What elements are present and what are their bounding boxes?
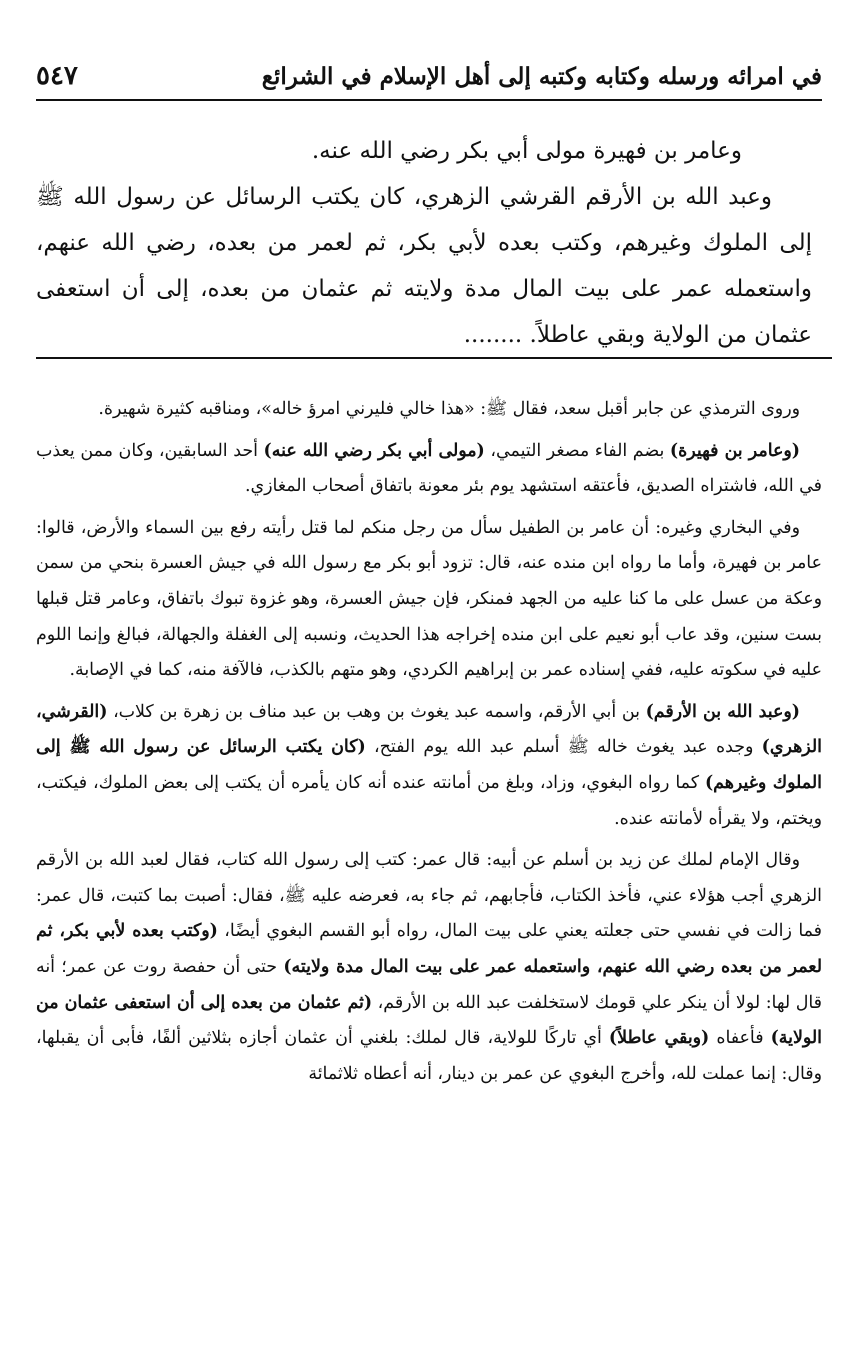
quoted-phrase: (مولى أبي بكر رضي الله عنه) bbox=[263, 440, 485, 461]
commentary-text: بضم الفاء مصغر التيمي، bbox=[484, 440, 670, 461]
main-paragraph-2: وعبد الله بن الأرقم القرشي الزهري، كان يكتب الرسائل عن رسول الله ﷺ إلى الملوك وغيرهم، وكتب بعده لأبي بكر، ثم لعمر من بعده، رضي الله عنهم، واستعمله عمر على بيت المال مدة ولايته ثم عثمان من بعده، إلى أن استعفى عثمان من الولاية وبقي عاطلاً. ........ bbox=[36, 184, 812, 348]
commentary bbox=[36, 392, 822, 1098]
commentary-text: كما رواه البغوي، وزاد، وبلغ من أمانته عنده أنه كان يأمره أن يكتب إلى بعض الملوك، فيكتب، ويختم، ولا يقرأه لأمانته عنده. bbox=[36, 772, 822, 829]
main-paragraph-1: وعامر بن فهيرة مولى أبي بكر رضي الله عنه. bbox=[311, 138, 742, 164]
quoted-phrase: (كان يكتب الرسائل عن رسول الله ﷺ إلى الملوك وغيرهم) bbox=[36, 737, 822, 793]
quoted-phrase: (وعبد الله بن الأرقم) bbox=[645, 701, 800, 722]
commentary-paragraph-4 bbox=[36, 695, 822, 837]
commentary-text: فأعفاه bbox=[709, 1028, 771, 1049]
quoted-phrase: (القرشي، الزهري) bbox=[36, 701, 822, 758]
commentary-paragraph-1: وروى الترمذي عن جابر أقبل سعد، فقال ﷺ: «هذا خالي فليرني امرؤ خاله»، ومناقبه كثيرة شهيرة. bbox=[98, 399, 800, 419]
commentary-text: وجده عبد يغوث خاله ﷺ أسلم عبد الله يوم الفتح، bbox=[365, 737, 762, 758]
commentary-paragraph-5 bbox=[36, 843, 822, 1092]
commentary-text: أي تاركًا للولاية، قال لملك: بلغني أن عثمان أجازه بثلاثين ألفًا، فأبى أن يقبلها، وقال: إنما عملت لله، وأخرج البغوي عن عمر بن دينار، أنه أعطاه ثلاثمائة bbox=[36, 1028, 822, 1084]
quoted-phrase: (وبقي عاطلاً) bbox=[608, 1028, 710, 1049]
commentary-paragraph-2 bbox=[36, 434, 822, 505]
running-title: في امرائه ورسله وكتابه وكتبه إلى أهل الإسلام في الشرائع bbox=[261, 63, 822, 90]
main-text bbox=[36, 128, 812, 358]
page-number: ٥٤٧ bbox=[36, 61, 78, 91]
commentary-text: حتى أن حفصة روت عن عمر؛ أنه قال لها: لولا أن ينكر علي قومك لاستخلفت عبد الله بن الأرقم، bbox=[36, 956, 822, 1013]
quoted-phrase: (ثم عثمان من بعده إلى أن استعفى عثمان من الولاية) bbox=[36, 992, 822, 1049]
commentary-text: أحد السابقين، وكان ممن يعذب في الله، فاشتراه الصديق، فأعتقه استشهد يوم بئر معونة باتفاق أصحاب المغازي. bbox=[36, 440, 822, 497]
commentary-text: بن أبي الأرقم، واسمه عبد يغوث بن وهب بن عبد مناف بن زهرة بن كلاب، bbox=[107, 701, 646, 722]
quoted-phrase: (وكتب بعده لأبي بكر، ثم لعمر من بعده رضي الله عنهم، واستعمله عمر على بيت المال مدة ولايته) bbox=[36, 921, 822, 977]
quoted-phrase: (وعامر بن فهيرة) bbox=[669, 440, 800, 461]
commentary-text: وقال الإمام لملك عن زيد بن أسلم عن أبيه: قال عمر: كتب إلى رسول الله كتاب، فقال لعبد الله بن الأرقم الزهري أجب هؤلاء عني، فأخذ الكتاب، فأجابهم، ثم جاء به، فعرضه عليه ﷺ، فقال: أصبت بما كتبت، قال عمر: فما زالت في نفسي حتى جعلته يعني على بيت المال، رواه أبو القسم البغوي أيضًا، bbox=[36, 850, 822, 942]
commentary-paragraph-3: وفي البخاري وغيره: أن عامر بن الطفيل سأل من رجل منكم لما قتل رأيته رفع بين السماء والأرض، قالوا: عامر بن فهيرة، وأما ما رواه ابن منده عنه، قال: تزود أبو بكر مع رسول الله في جيش العسرة بنحي من سمن وعكة من عسل على ما كنا عليه من الجهد فمنكر، فإن جيش العسرة، وهو غزوة تبوك باتفاق، وعامر قتل قبلها بست سنين، وقد عاب أبو نعيم على ابن منده إخراجه هذا الحديث، ونسبه إلى الغفلة والجهالة، فبالغ وإنما اللوم عليه في سكوته عليه، ففي إسناده عمر بن إبراهيم الكردي، وهو متهم بالكذب، فالآفة منه، كما في الإصابة. bbox=[36, 517, 822, 681]
page-header bbox=[36, 58, 822, 101]
footnote-divider bbox=[36, 357, 832, 359]
